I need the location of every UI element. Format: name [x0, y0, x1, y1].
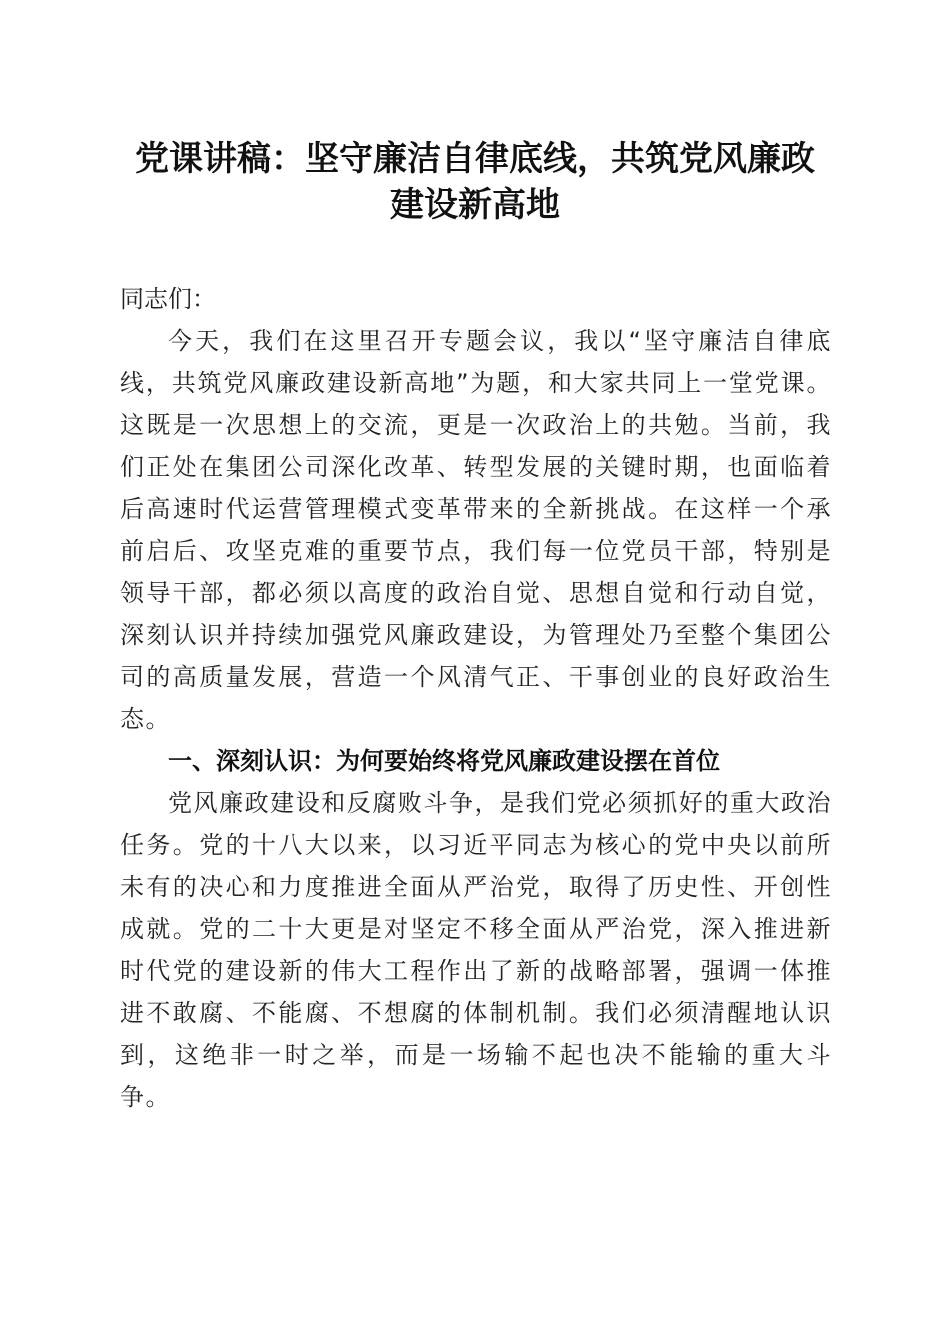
title-line-2: 建设新高地	[390, 185, 560, 225]
title-line-1: 党课讲稿：坚守廉洁自律底线，共筑党风廉政	[135, 139, 815, 179]
section-heading-1: 一、深刻认识：为何要始终将党风廉政建设摆在首位	[168, 747, 720, 775]
salutation: 同志们：	[120, 285, 216, 313]
document-body	[120, 278, 832, 1118]
paragraph-section-1: 党风廉政建设和反腐败斗争，是我们党必须抓好的重大政治任务。党的十八大以来，以习近平同志为核心的党中央以前所未有的决心和力度推进全面从严治党，取得了历史性、开创性成就。党的二十大更是对坚定不移全面从严治党，深入推进新时代党的建设新的伟大工程作出了新的战略部署，强调一体推进不敢腐、不能腐、不想腐的体制机制。我们必须清醒地认识到，这绝非一时之举，而是一场输不起也决不能输的重大斗争。	[120, 789, 832, 1111]
paragraph-intro: 今天，我们在这里召开专题会议，我以“坚守廉洁自律底线，共筑党风廉政建设新高地”为题，和大家共同上一堂党课。这既是一次思想上的交流，更是一次政治上的共勉。当前，我们正处在集团公司深化改革、转型发展的关键时期，也面临着后高速时代运营管理模式变革带来的全新挑战。在这样一个承前启后、攻坚克难的重要节点，我们每一位党员干部，特别是领导干部，都必须以高度的政治自觉、思想自觉和行动自觉，深刻认识并持续加强党风廉政建设，为管理处乃至整个集团公司的高质量发展，营造一个风清气正、干事创业的良好政治生态。	[120, 327, 832, 733]
document-title	[110, 136, 840, 228]
